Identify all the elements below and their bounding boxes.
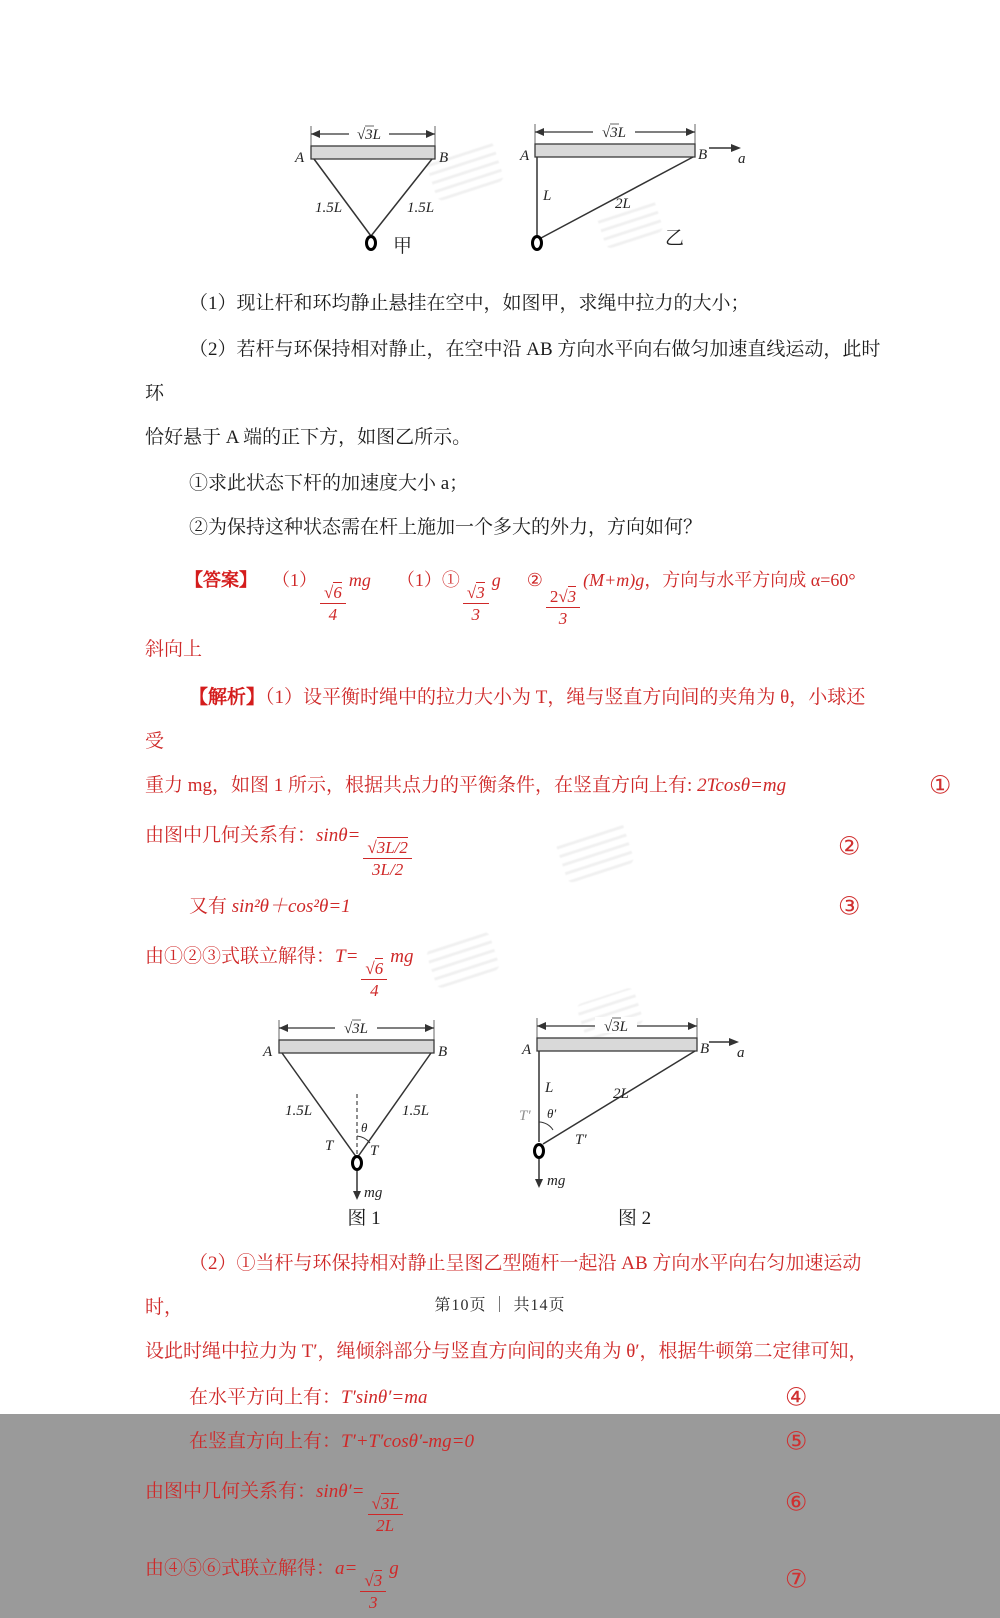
equation-3: 又有 sin²θ＋cos²θ=1 ③ <box>189 893 861 921</box>
radical-icon: √ <box>324 582 334 602</box>
solution-figures-row <box>249 1012 882 1232</box>
string-left-label: 1.5L <box>285 1103 313 1120</box>
sub-question-1: ①求此状态下杆的加速度大小 a； <box>189 473 469 494</box>
acceleration-label: a <box>737 1045 745 1062</box>
figure-jia <box>283 118 483 266</box>
equation-number-1: ① <box>929 772 952 800</box>
figure-1-block <box>249 1012 479 1232</box>
radical-icon: √ <box>558 587 568 606</box>
tension-right-label: T <box>370 1143 379 1160</box>
equation-number-5: ⑤ <box>785 1428 808 1456</box>
figure-1-caption: 图 1 <box>347 1208 381 1230</box>
tension-vertical-label: T′ <box>519 1108 531 1125</box>
radical-icon: √ <box>364 1571 374 1591</box>
rod <box>279 1040 434 1053</box>
equation-4: 在水平方向上有：T′sinθ′=ma ④ <box>189 1384 808 1412</box>
string-right-label: 1.5L <box>407 200 435 216</box>
ring <box>353 1157 362 1170</box>
angle-label: θ <box>361 1120 368 1136</box>
answer-item1-value: mg <box>348 570 371 590</box>
answer-line <box>145 558 882 628</box>
point-a-label: A <box>520 148 530 164</box>
fraction: √ 3 3 <box>360 1570 386 1612</box>
point-b-label: B <box>438 1044 448 1061</box>
equation-5: 在竖直方向上有：T′+T′cosθ′-mg=0 ⑤ <box>189 1428 808 1456</box>
equation-7: 由④⑤⑥式联立解得：a= √ 3 3 g ⑦ <box>145 1558 808 1613</box>
string-left-label: 1.5L <box>315 200 343 216</box>
point-b-label: B <box>698 147 708 163</box>
answer-item3-value: (M+m)g <box>583 570 645 590</box>
question-2-line2: 恰好悬于 A 端的正下方，如图乙所示。 <box>145 427 472 448</box>
rod-length-label: √3L <box>603 1019 629 1036</box>
fraction: √ 3L 2L <box>368 1493 403 1535</box>
point-b-label: B <box>439 150 449 166</box>
answer-item3-label: ② <box>526 570 543 590</box>
figure-2 <box>517 1012 752 1204</box>
point-a-label: A <box>522 1042 532 1059</box>
figure-yi <box>517 118 752 266</box>
point-b-label: B <box>700 1041 710 1058</box>
analysis-line1: 【解析】（1）设平衡时绳中的拉力大小为 T，绳与竖直方向间的夹角为 θ，小球还受 <box>145 687 866 753</box>
rod-length-label: √3L <box>343 1021 369 1038</box>
rod-length-label: √3L <box>601 125 627 141</box>
figure-1 <box>249 1012 479 1204</box>
string-right-label: 1.5L <box>402 1103 430 1120</box>
ring <box>367 237 376 250</box>
equation-6: 由图中几何关系有：sinθ′= √ 3L 2L ⑥ <box>145 1481 808 1536</box>
rod <box>535 144 695 157</box>
fraction: √ 3 3 <box>463 582 489 624</box>
sub-question-2: ②为保持这种状态需在杆上施加一个多大的外力，方向如何？ <box>189 517 703 538</box>
vertical-length-label: L <box>543 188 552 204</box>
tension-diagonal-label: T′ <box>575 1132 587 1149</box>
page-footer: 第10页 ｜ 共14页 <box>434 1297 566 1314</box>
answer-item2-label: （1）① <box>396 570 460 590</box>
fraction: √ 6 4 <box>361 958 387 1000</box>
fraction: 2 √ 3 3 <box>546 586 580 628</box>
answer-item2-value: g <box>491 570 501 590</box>
fraction: √ 6 4 <box>320 582 346 624</box>
radical-icon: √ <box>365 959 375 979</box>
part2-line1: （2）①当杆与环保持相对静止呈图乙型随杆一起沿 AB 方向水平向右匀加速运动时， <box>145 1253 862 1319</box>
weight-label: mg <box>547 1173 566 1190</box>
equation-number-3: ③ <box>838 893 861 921</box>
answer-item1-label: （1） <box>281 570 317 590</box>
diagonal-length-label: 2L <box>615 196 631 212</box>
equation-number-6: ⑥ <box>785 1489 808 1517</box>
equation-number-2: ② <box>838 833 861 861</box>
figure-yi-caption: 乙 <box>665 228 685 249</box>
tension-left-label: T <box>325 1138 334 1155</box>
point-a-label: A <box>295 150 305 166</box>
rod-length-label: √3L <box>356 127 382 143</box>
angle-label: θ′ <box>547 1106 557 1122</box>
document-content <box>145 0 952 1618</box>
vertical-length-label: L <box>545 1080 554 1097</box>
figure-2-caption: 图 2 <box>617 1208 652 1230</box>
question-2-line1: （2）若杆与环保持相对静止，在空中沿 AB 方向水平向右做匀加速直线运动，此时环 <box>145 339 881 404</box>
radical-icon: √ <box>367 838 377 858</box>
radical-icon: √ <box>371 1494 381 1514</box>
figure-jia-caption: 甲 <box>393 236 413 257</box>
ring <box>535 1145 544 1158</box>
answer-line2: 斜向上 <box>145 639 203 661</box>
diagonal-length-label: 2L <box>613 1086 629 1103</box>
equation-number-4: ④ <box>785 1384 808 1412</box>
answer-tag: 【答案】 <box>185 570 257 590</box>
equation-2: 由图中几何关系有：sinθ= √ 3L/2 3L/2 ② <box>145 825 861 880</box>
fraction: √ 3L/2 3L/2 <box>363 837 412 879</box>
figure-2-block <box>517 1012 752 1232</box>
ring <box>533 237 542 250</box>
acceleration-label: a <box>738 151 746 167</box>
equation-solve-T: 由①②③式联立解得：T= √ 6 4 mg <box>145 946 414 1001</box>
point-a-label: A <box>263 1044 273 1061</box>
analysis-tag: 【解析】 <box>189 687 266 709</box>
part2-line2: 设此时绳中拉力为 T′，绳倾斜部分与竖直方向间的夹角为 θ′，根据牛顿第二定律可知， <box>145 1341 868 1363</box>
weight-label: mg <box>364 1185 383 1202</box>
analysis-line2: 重力 mg，如图 1 所示，根据共点力的平衡条件，在竖直方向上有: 2Tcosθ=mg ① <box>145 772 952 800</box>
rod <box>311 146 435 159</box>
problem-figures-row <box>283 0 882 266</box>
equation-number-7: ⑦ <box>785 1566 808 1594</box>
answer-item3-direction: ，方向与水平方向成 α=60° <box>644 570 856 590</box>
question-1: （1）现让杆和环均静止悬挂在空中，如图甲，求绳中拉力的大小； <box>189 293 750 314</box>
radical-icon: √ <box>466 582 477 602</box>
rod <box>537 1038 697 1051</box>
